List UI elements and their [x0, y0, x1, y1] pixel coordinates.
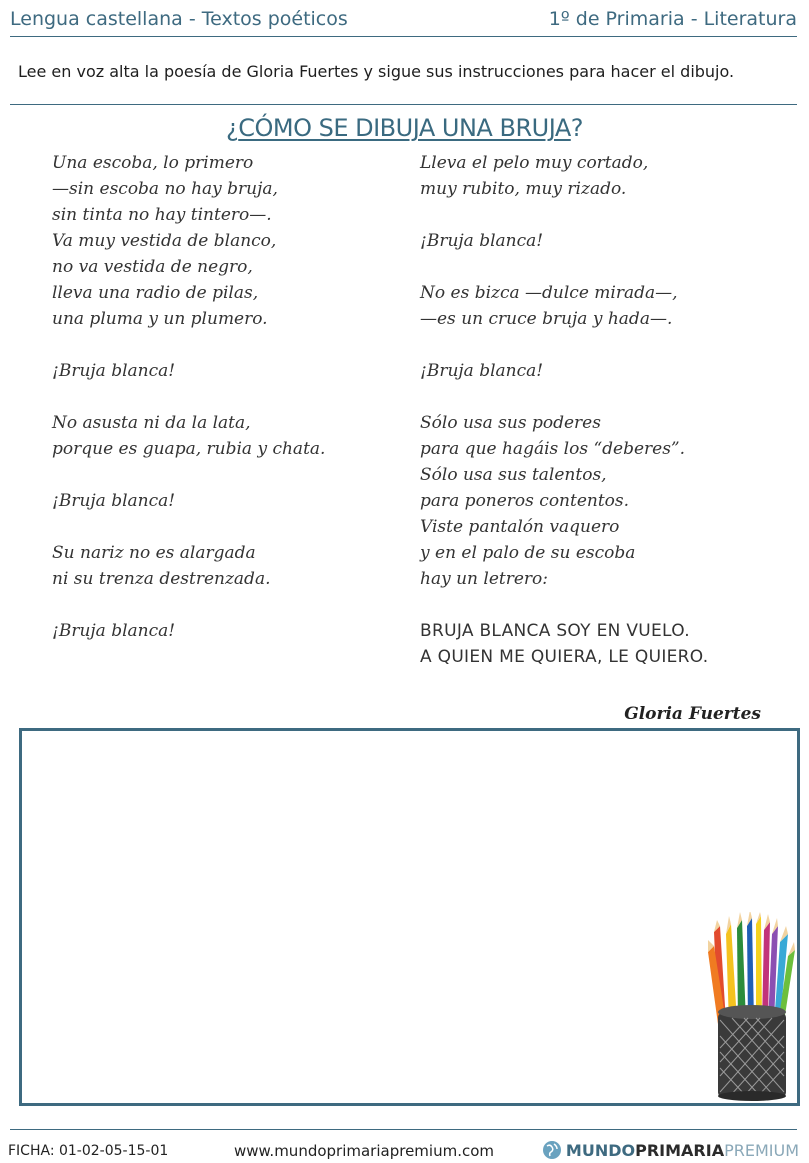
poem-line: —es un cruce bruja y hada—. [420, 309, 673, 329]
poem-line: hay un letrero: [420, 569, 548, 589]
poem-stanza [52, 410, 392, 462]
poem-line: Su nariz no es alargada [52, 543, 256, 563]
footer-divider [10, 1129, 797, 1130]
worksheet-code: FICHA: 01-02-05-15-01 [8, 1143, 169, 1159]
poem-line: muy rubito, muy rizado. [420, 179, 627, 199]
poem-line: ni su trenza destrenzada. [52, 569, 271, 589]
page-header [10, 6, 797, 37]
poem-line: y en el palo de su escoba [420, 543, 636, 563]
poem-line: Una escoba, lo primero [52, 153, 254, 173]
poem-line: Sólo usa sus poderes [420, 413, 601, 433]
poem-line: sin tinta no hay tintero—. [52, 205, 272, 225]
poem-line: Lleva el pelo muy cortado, [420, 153, 649, 173]
divider [10, 104, 797, 105]
poem-line: porque es guapa, rubia y chata. [52, 439, 326, 459]
poem-stanza [52, 488, 392, 514]
sign-line: A QUIEN ME QUIERA, LE QUIERO. [420, 647, 709, 667]
poem-line: No es bizca —dulce mirada—, [420, 283, 678, 303]
instructions-text: Lee en voz alta la poesía de Gloria Fuertes y sigue sus instrucciones para hacer el dibujo. [18, 62, 735, 81]
poem-line: Viste pantalón vaquero [420, 517, 620, 537]
pencil-cup-icon [704, 912, 799, 1102]
poem-title-main: CÓMO SE DIBUJA UNA BRUJA [238, 114, 571, 142]
poem-stanza [52, 150, 392, 332]
website-link[interactable]: www.mundoprimariapremium.com [234, 1142, 494, 1160]
poem-line: ¡Bruja blanca! [52, 491, 176, 511]
brand-logo: MUNDO PRIMARIA PREMIUM [542, 1138, 799, 1162]
poem-line: ¡Bruja blanca! [420, 361, 544, 381]
subject-title: Lengua castellana - Textos poéticos [10, 8, 348, 30]
poem-line: no va vestida de negro, [52, 257, 253, 277]
poem-line: una pluma y un plumero. [52, 309, 268, 329]
poem-stanza [52, 618, 392, 644]
sign-line: BRUJA BLANCA SOY EN VUELO. [420, 621, 690, 641]
poem-line: —sin escoba no hay bruja, [52, 179, 278, 199]
globe-icon [542, 1140, 562, 1160]
poem-stanza [420, 280, 800, 332]
poem-line: lleva una radio de pilas, [52, 283, 259, 303]
poem-stanza [420, 228, 800, 254]
poem-column-left [52, 150, 392, 670]
drawing-area[interactable] [19, 728, 800, 1106]
poem-line: para poneros contentos. [420, 491, 630, 511]
poem-stanza [420, 150, 800, 202]
poem-title: ¿CÓMO SE DIBUJA UNA BRUJA? [225, 114, 584, 142]
grade-title: 1º de Primaria - Literatura [548, 8, 797, 30]
poem-stanza [52, 358, 392, 384]
poem-line: ¡Bruja blanca! [52, 621, 176, 641]
poem-line: Va muy vestida de blanco, [52, 231, 277, 251]
poem-line: ¡Bruja blanca! [420, 231, 544, 251]
poem-line: ¡Bruja blanca! [52, 361, 176, 381]
poem-line: No asusta ni da la lata, [52, 413, 251, 433]
poem-stanza [52, 540, 392, 592]
poem-column-right [420, 150, 800, 696]
poem-line: para que hagáis los “deberes”. [420, 439, 686, 459]
poem-line: Sólo usa sus talentos, [420, 465, 607, 485]
author-signature: Gloria Fuertes [624, 704, 761, 724]
poem-stanza [420, 358, 800, 384]
broom-sign-text [420, 618, 800, 670]
poem-stanza [420, 410, 800, 592]
